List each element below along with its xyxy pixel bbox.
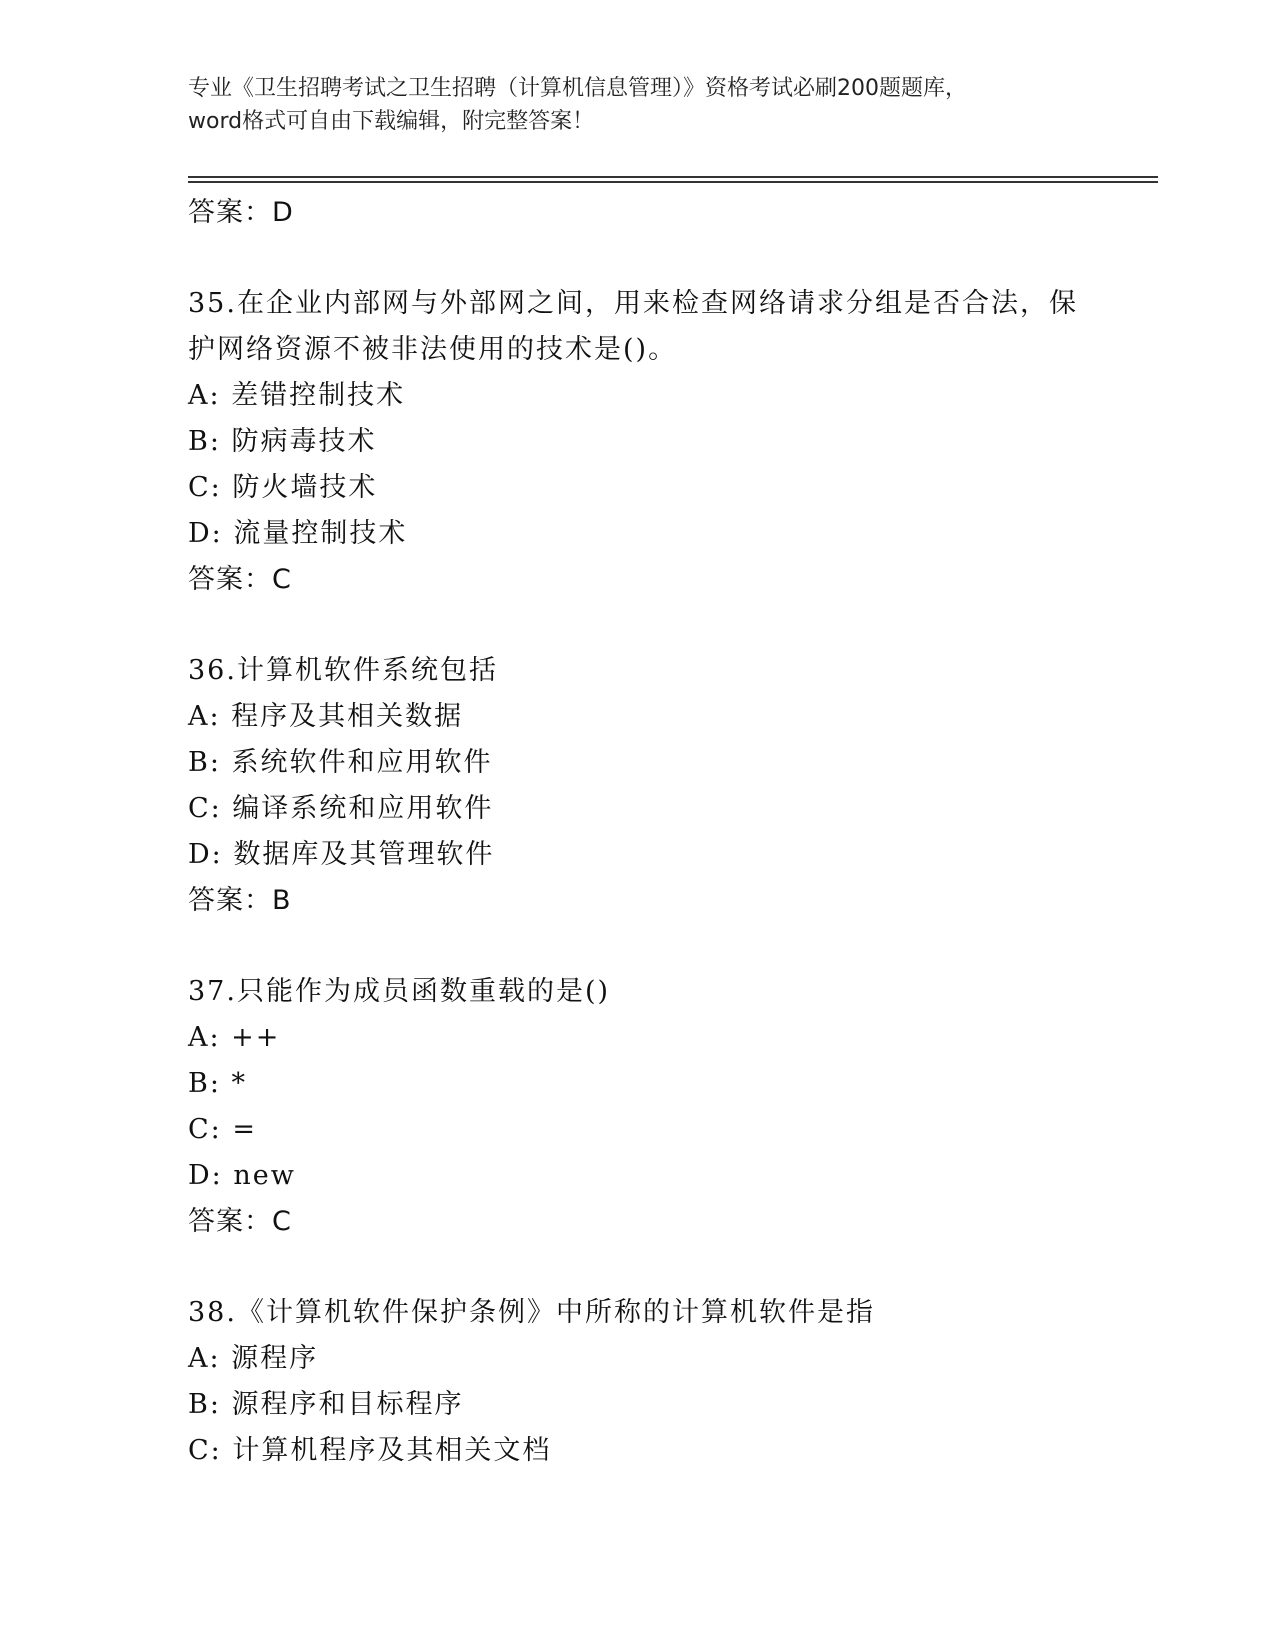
question-37 <box>188 969 1108 1245</box>
option-c: C: 编译系统和应用软件 <box>188 793 494 824</box>
answer-line: 答案：C <box>188 564 292 595</box>
option-b: B: 防病毒技术 <box>188 426 377 457</box>
option-c: C: 计算机程序及其相关文档 <box>188 1435 552 1466</box>
option-d: D: 流量控制技术 <box>188 518 408 549</box>
question-36 <box>188 648 1108 924</box>
answer-line: 答案：C <box>188 1206 292 1237</box>
question-stem: 护网络资源不被非法使用的技术是()。 <box>188 334 678 365</box>
question-stem: 36.计算机软件系统包括 <box>188 655 498 686</box>
header-rule-bottom <box>188 181 1158 183</box>
answer-line: 答案：D <box>188 197 294 228</box>
option-a: A: 程序及其相关数据 <box>188 701 464 732</box>
answer-line: 答案：B <box>188 885 292 916</box>
header-line-1: 专业《卫生招聘考试之卫生招聘（计算机信息管理）》资格考试必刷200题题库， <box>188 76 967 101</box>
question-35 <box>188 281 1108 603</box>
header-line-2: word格式可自由下载编辑，附完整答案！ <box>188 109 595 134</box>
question-stem: 35.在企业内部网与外部网之间，用来检查网络请求分组是否合法，保 <box>188 288 1078 319</box>
option-b: B: 源程序和目标程序 <box>188 1389 464 1420</box>
option-c: C: = <box>188 1114 257 1145</box>
question-38 <box>188 1290 1108 1474</box>
option-a: A: ++ <box>188 1022 281 1053</box>
option-b: B: * <box>188 1068 248 1099</box>
option-b: B: 系统软件和应用软件 <box>188 747 493 778</box>
option-a: A: 源程序 <box>188 1343 319 1374</box>
header-rule-top <box>188 176 1158 178</box>
option-c: C: 防火墙技术 <box>188 472 378 503</box>
option-d: D: 数据库及其管理软件 <box>188 839 495 870</box>
option-a: A: 差错控制技术 <box>188 380 406 411</box>
page-header <box>188 72 1088 138</box>
option-d: D: new <box>188 1160 296 1191</box>
question-list <box>188 190 1108 1474</box>
question-stem: 38.《计算机软件保护条例》中所称的计算机软件是指 <box>188 1297 875 1328</box>
question-stem: 37.只能作为成员函数重载的是() <box>188 976 611 1007</box>
